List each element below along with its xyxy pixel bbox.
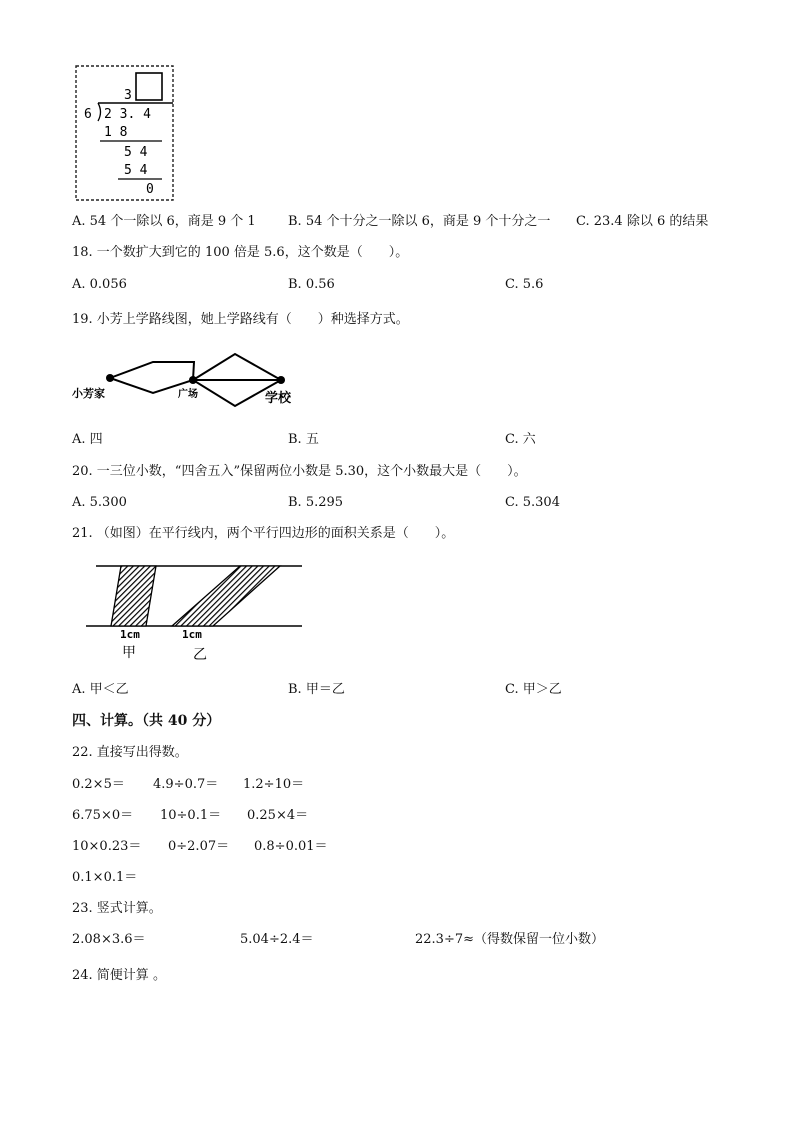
- q18-option-c[interactable]: C. 5.6: [505, 277, 544, 292]
- q22-item: 0.8÷0.01＝: [254, 839, 328, 854]
- school-label: 学校: [265, 391, 292, 406]
- route-map-figure: [70, 348, 310, 410]
- q24-text: 24. 简便计算 。: [72, 968, 166, 983]
- jia-base-label: 1cm: [120, 628, 140, 641]
- q22-item: 4.9÷0.7＝: [153, 777, 219, 792]
- remainder: 0: [146, 182, 154, 197]
- q23-item: 2.08×3.6＝: [72, 932, 146, 947]
- school-node: [277, 376, 285, 384]
- q22-text: 22. 直接写出得数。: [72, 745, 188, 760]
- q22-item: 6.75×0＝: [72, 808, 134, 823]
- jia-label: 甲: [122, 645, 136, 661]
- q18-text: 18. 一个数扩大到它的 100 倍是 5.6，这个数是（ ）。: [72, 245, 409, 260]
- step-3: 5 4: [124, 163, 148, 178]
- dividend: 2 3. 4: [104, 107, 151, 122]
- parallelogram-figure: [84, 558, 304, 668]
- yi-base-label: 1cm: [182, 628, 202, 641]
- q19-text: 19. 小芳上学路线图，她上学路线有（ ）种选择方式。: [72, 312, 409, 327]
- q21-option-c[interactable]: C. 甲＞乙: [505, 682, 562, 697]
- q20-option-c[interactable]: C. 5.304: [505, 495, 560, 510]
- yi-label: 乙: [193, 647, 207, 663]
- q19-option-c[interactable]: C. 六: [505, 432, 536, 447]
- q21-text: 21. （如图）在平行线内，两个平行四边形的面积关系是（ ）。: [72, 526, 455, 541]
- step-1: 1 8: [104, 125, 128, 140]
- q19-option-a[interactable]: A. 四: [72, 432, 103, 447]
- q22-item: 0.2×5＝: [72, 777, 125, 792]
- q20-text: 20. 一三位小数，“四舍五入”保留两位小数是 5.30，这个小数最大是（ ）。: [72, 464, 527, 479]
- q20-option-b[interactable]: B. 5.295: [288, 495, 344, 510]
- square-label: 广场: [178, 389, 198, 400]
- q22-item: 0.1×0.1＝: [72, 870, 138, 885]
- route-path: [110, 362, 194, 380]
- answer-box: [136, 73, 162, 100]
- section-title: 四、计算。（共 40 分）: [72, 713, 221, 729]
- parallelogram-yi: [172, 566, 280, 626]
- long-division-figure: [70, 63, 178, 203]
- q21-option-a[interactable]: A. 甲＜乙: [72, 682, 129, 697]
- q23-item: 5.04÷2.4＝: [240, 932, 314, 947]
- q22-item: 0.25×4＝: [247, 808, 309, 823]
- route-path: [193, 354, 281, 380]
- parallelogram-jia: [111, 566, 156, 626]
- q23-text: 23. 竖式计算。: [72, 901, 162, 916]
- division-bracket: [98, 103, 101, 121]
- step-2: 5 4: [124, 145, 148, 160]
- q22-item: 10÷0.1＝: [160, 808, 222, 823]
- home-label: 小芳家: [72, 387, 105, 400]
- square-node: [189, 376, 197, 384]
- quotient-digit: 3: [124, 88, 132, 103]
- q22-item: 10×0.23＝: [72, 839, 142, 854]
- home-node: [106, 374, 114, 382]
- q20-option-a[interactable]: A. 5.300: [72, 495, 127, 510]
- q17-option-c[interactable]: C. 23.4 除以 6 的结果: [576, 214, 709, 229]
- q17-option-b[interactable]: B. 54 个十分之一除以 6，商是 9 个十分之一: [288, 214, 551, 229]
- q22-item: 1.2÷10＝: [243, 777, 305, 792]
- q23-item: 22.3÷7≈（得数保留一位小数）: [415, 932, 605, 947]
- q18-option-b[interactable]: B. 0.56: [288, 277, 335, 292]
- q17-option-a[interactable]: A. 54 个一除以 6，商是 9 个 1: [72, 214, 256, 229]
- q19-option-b[interactable]: B. 五: [288, 432, 319, 447]
- q18-option-a[interactable]: A. 0.056: [72, 277, 127, 292]
- divisor: 6: [84, 107, 92, 122]
- q21-option-b[interactable]: B. 甲＝乙: [288, 682, 345, 697]
- q22-item: 0÷2.07＝: [168, 839, 230, 854]
